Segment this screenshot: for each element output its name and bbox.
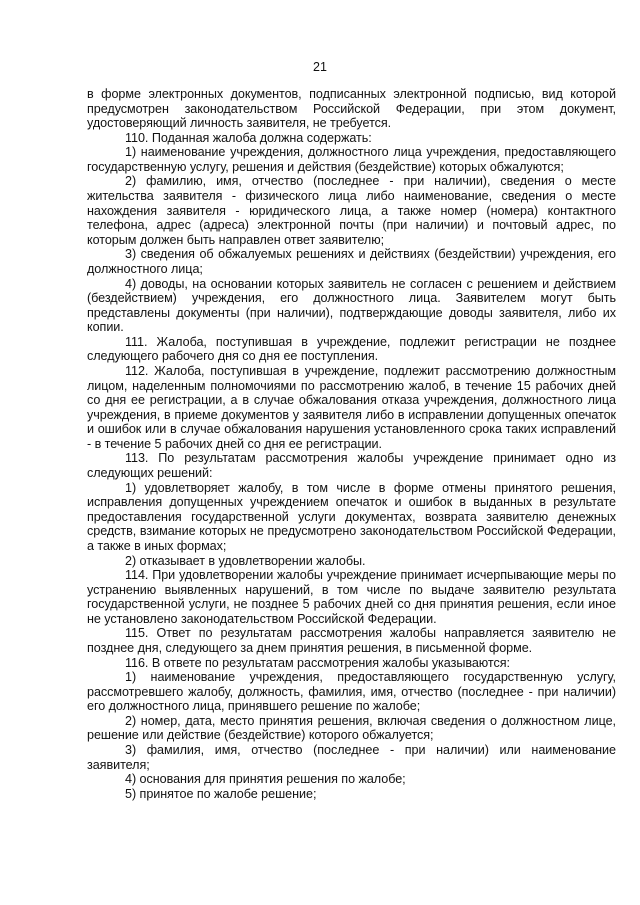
page-number: 21 bbox=[313, 60, 327, 74]
paragraph-110-item-4: 4) доводы, на основании которых заявитель не согласен с решением и действием (бездействием) учреждения, его должностного лица. Заявителем могут быть представлены документы (при наличии), подтверждающие доводы заявителя, либо их копии. bbox=[87, 276, 616, 335]
paragraph-113: 113. По результатам рассмотрения жалобы учреждение принимает одно из следующих решений: bbox=[87, 451, 616, 481]
paragraph-116-item-4: 4) основания для принятия решения по жалобе; bbox=[125, 772, 406, 787]
paragraph-110-item-1: 1) наименование учреждения, должностного лица учреждения, предоставляющего государственную услугу, решения и действия (бездействие) которых обжалуются; bbox=[87, 145, 616, 174]
paragraph-113-item-1: 1) удовлетворяет жалобу, в том числе в форме отмены принятого решения, исправления допущенных учреждением опечаток и ошибок в выданных в результате предоставления государственной услуги документах, возврата заявителю денежных средств, взимание которых не предусмотрено законодательством Российской Федерации, а также в иных формах; bbox=[87, 480, 616, 553]
document-body bbox=[87, 87, 616, 801]
paragraph-continuation: в форме электронных документов, подписанных электронной подписью, вид которой предусмотрен законодательством Российской Федерации, при этом документ, удостоверяющий личность заявителя, не требуется. bbox=[87, 87, 616, 131]
paragraph-110-item-3: 3) сведения об обжалуемых решениях и действиях (бездействии) учреждения, его должностного лица; bbox=[87, 247, 616, 276]
paragraph-110: 110. Поданная жалоба должна содержать: bbox=[125, 130, 372, 145]
paragraph-116-item-2: 2) номер, дата, место принятия решения, включая сведения о должностном лице, решение или действие (бездействие) которого обжалуется; bbox=[87, 713, 616, 743]
paragraph-116-item-1: 1) наименование учреждения, предоставляющего государственную услугу, рассмотревшего жалобу, должность, фамилия, имя, отчество (последнее - при наличии) его должностного лица, принявшего решение по жалобе; bbox=[87, 670, 616, 714]
paragraph-113-item-2: 2) отказывает в удовлетворении жалобы. bbox=[125, 553, 366, 568]
paragraph-114: 114. При удовлетворении жалобы учреждение принимает исчерпывающие меры по устранению выявленных нарушений, в том числе по выдаче заявителю результата государственной услуги, не позднее 5 рабочих дней со дня принятия решения, если иное не установлено законодательством Российской Федерации. bbox=[87, 568, 616, 626]
paragraph-112: 112. Жалоба, поступившая в учреждение, подлежит рассмотрению должностным лицом, наделенным полномочиями по рассмотрению жалоб, в течение 15 рабочих дней со дня ее регистрации, а в случае обжалования отказа учреждения, должностного лица учреждения, в приеме документов у заявителя либо в исправлении допущенных опечаток и ошибок или в случае обжалования нарушения установленного срока таких исправлений - в течение 5 рабочих дней со дня ее регистрации. bbox=[87, 363, 616, 451]
paragraph-116-item-3: 3) фамилия, имя, отчество (последнее - при наличии) или наименование заявителя; bbox=[87, 743, 616, 772]
paragraph-110-item-2: 2) фамилию, имя, отчество (последнее - при наличии), сведения о месте жительства заявителя - физического лица либо наименование, сведения о месте нахождения заявителя - юридического лица, а также номер (номера) контактного телефона, адрес (адреса) электронной почты (при наличии) и почтовый адрес, по которым должен быть направлен ответ заявителю; bbox=[87, 174, 616, 247]
paragraph-116: 116. В ответе по результатам рассмотрения жалобы указываются: bbox=[125, 655, 510, 670]
paragraph-116-item-5: 5) принятое по жалобе решение; bbox=[125, 786, 317, 801]
paragraph-111: 111. Жалоба, поступившая в учреждение, подлежит регистрации не позднее следующего рабочего дня со дня ее поступления. bbox=[87, 334, 616, 364]
paragraph-115: 115. Ответ по результатам рассмотрения жалобы направляется заявителю не позднее дня, следующего за днем принятия решения, в письменной форме. bbox=[87, 626, 616, 655]
